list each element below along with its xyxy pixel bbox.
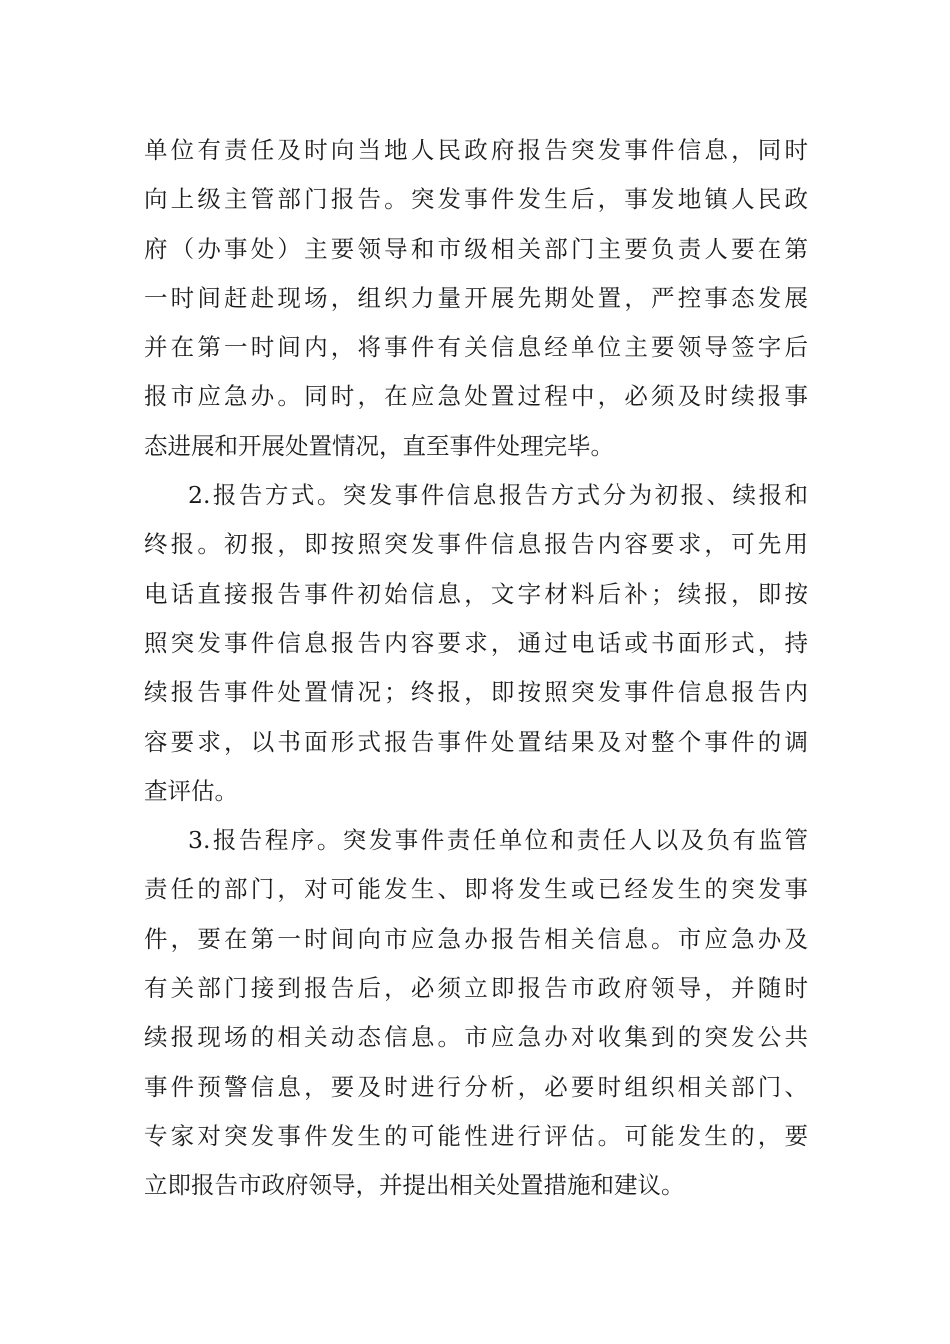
text-line: 责任的部门，对可能发生、即将发生或已经发生的突发事 [144,875,808,904]
text-line: 电话直接报告事件初始信息，文字材料后补；续报，即按 [144,579,808,608]
text-line: 照突发事件信息报告内容要求，通过电话或书面形式，持 [144,628,808,657]
text-line: 单位有责任及时向当地人民政府报告突发事件信息，同时 [144,136,808,164]
text-line: 一时间赶赴现场，组织力量开展先期处置，严控事态发展 [144,283,808,312]
text-line: 终报。初报，即按照突发事件信息报告内容要求，可先用 [144,530,808,559]
text-line: 向上级主管部门报告。突发事件发生后，事发地镇人民政 [144,185,808,214]
text-line: 查评估。 [144,776,238,805]
text-line: 续报告事件处置情况；终报，即按照突发事件信息报告内 [144,678,808,707]
text-line: 件，要在第一时间向市应急办报告相关信息。市应急办及 [144,924,808,953]
text-line: 有关部门接到报告后，必须立即报告市政府领导，并随时 [144,974,808,1003]
text-line: 并在第一时间内，将事件有关信息经单位主要领导签字后 [144,333,808,362]
text-line: 3.报告程序。突发事件责任单位和责任人以及负有监管 [188,826,808,855]
text-line: 专家对突发事件发生的可能性进行评估。可能发生的，要 [144,1121,808,1150]
text-line: 容要求，以书面形式报告事件处置结果及对整个事件的调 [144,727,808,756]
text-line: 续报现场的相关动态信息。市应急办对收集到的突发公共 [144,1023,808,1052]
document-body [144,126,808,1211]
text-line: 报市应急办。同时，在应急处置过程中，必须及时续报事 [144,382,808,411]
text-line: 事件预警信息，要及时进行分析，必要时组织相关部门、 [144,1072,808,1101]
text-line: 立即报告市政府领导，并提出相关处置措施和建议。 [144,1171,685,1200]
text-line: 府（办事处）主要领导和市级相关部门主要负责人要在第 [144,234,808,263]
text-line: 态进展和开展处置情况，直至事件处理完毕。 [144,431,614,460]
text-line: 2.报告方式。突发事件信息报告方式分为初报、续报和 [188,481,808,510]
